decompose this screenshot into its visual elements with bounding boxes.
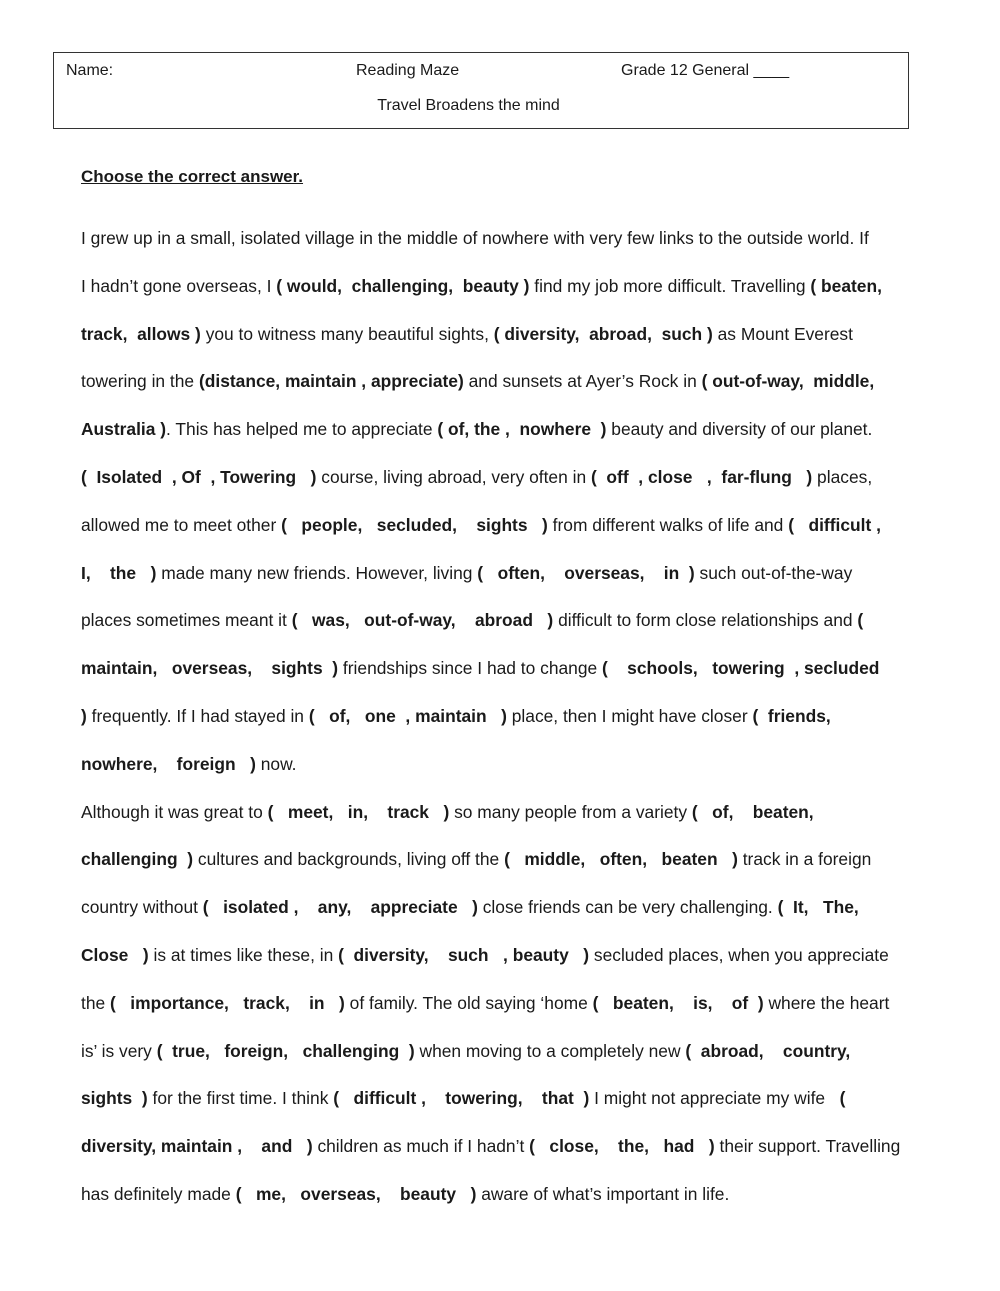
passage-text: from different walks of life and [547,514,789,535]
passage-line [81,801,814,823]
answer-options[interactable]: ( isolated , any, appreciate ) [202,897,478,918]
answer-options[interactable]: diversity, maintain , and ) [81,1136,313,1157]
passage-text: when moving to a completely new [414,1040,686,1061]
answer-options[interactable]: ( close, the, had ) [529,1136,715,1157]
answer-options[interactable]: sights ) [81,1088,148,1109]
answer-options[interactable]: ( true, foreign, challenging ) [156,1040,415,1061]
passage-text: and sunsets at Ayer’s Rock in [463,371,702,392]
passage-text: secluded places, when you appreciate [589,945,889,965]
passage-text: country without [81,897,203,918]
passage-line [81,323,853,345]
answer-options[interactable]: ( middle, often, beaten ) [504,849,738,870]
passage-line [81,848,871,870]
answer-options[interactable]: nowhere, foreign ) [81,753,256,774]
passage-line [81,227,869,249]
passage-line [81,944,889,966]
answer-options[interactable]: ( [839,1088,846,1109]
passage-text: of family. The old saying ‘home [344,992,593,1013]
answer-options[interactable]: challenging ) [81,849,194,870]
passage-line [81,418,872,440]
passage-line [81,1135,900,1157]
passage-line [81,1040,850,1062]
passage-text: children as much if I hadn’t [312,1136,530,1157]
answer-options[interactable]: ( of, the , nowhere ) [437,419,607,440]
passage-text: as Mount Everest [712,323,853,344]
answer-options[interactable]: (distance, maintain , appreciate) [198,371,464,392]
answer-options[interactable]: ( meet, in, track ) [267,801,450,822]
answer-options[interactable]: ( people, secluded, sights ) [281,514,548,535]
answer-options[interactable]: ( of, one , maintain ) [308,706,507,726]
answer-options[interactable]: ( difficult , towering, that ) [333,1088,590,1109]
passage-text: has definitely made [81,1184,236,1204]
passage-text: their support. Travelling [714,1136,901,1157]
passage-text: where the heart [763,992,890,1013]
passage-line [81,705,831,727]
answer-options[interactable]: track, allows ) [81,323,201,344]
passage-text: for the first time. I think [147,1088,334,1109]
answer-options[interactable]: ( would, challenging, beauty ) [276,275,530,296]
passage-line [81,562,852,584]
answer-options[interactable]: ( off , close , far-flung ) [590,467,813,487]
answer-options[interactable]: ) [81,706,87,726]
passage-line [81,609,863,631]
passage-line [81,896,859,918]
passage-line [81,466,872,488]
name-label: Name: [66,62,114,79]
answer-options[interactable]: ( beaten, [810,275,882,296]
worksheet-subtitle: Travel Broadens the mind [377,97,560,114]
passage-text: made many new friends. However, living [156,562,478,583]
answer-options[interactable]: Australia ) [81,419,167,440]
grade-label: Grade 12 General ____ [621,62,790,79]
passage-text: I hadn’t gone overseas, I [81,275,277,296]
passage-text: the [81,992,111,1013]
passage-line [81,1183,729,1205]
answer-options[interactable]: ( Isolated , Of , Towering ) [81,467,317,487]
answer-options[interactable]: ( abroad, country, [685,1040,851,1061]
passage-text: such out-of-the-way [694,562,853,583]
answer-options[interactable]: I, the ) [81,562,157,583]
passage-text: places, [812,467,873,487]
answer-options[interactable]: ( beaten, is, of ) [592,992,764,1013]
answer-options[interactable]: ( of, beaten, [691,801,814,822]
answer-options[interactable]: ( importance, track, in ) [110,992,345,1013]
passage-text: frequently. If I had stayed in [86,706,309,726]
passage-line [81,370,874,392]
passage-text: so many people from a variety [449,801,692,822]
passage-text: place, then I might have closer [506,706,753,726]
passage-text: course, living abroad, very often in [316,467,591,487]
passage-line [81,992,889,1014]
passage-text: difficult to form close relationships and [553,610,858,631]
answer-options[interactable]: ( was, out-of-way, abroad ) [291,610,554,631]
answer-options[interactable]: ( friends, [752,706,831,726]
passage-text: allowed me to meet other [81,514,282,535]
answer-options[interactable]: maintain, overseas, sights ) [81,658,339,679]
passage-line [81,514,881,536]
passage-text: is’ is very [81,1040,157,1061]
answer-options[interactable]: ( out-of-way, middle, [701,371,875,392]
passage-text: I might not appreciate my wife [589,1088,840,1109]
answer-options[interactable]: ( diversity, such , beauty ) [338,945,590,965]
header-box [53,52,909,129]
passage-text: friendships since I had to change [338,658,603,679]
passage-text: towering in the [81,371,199,392]
answer-options[interactable]: ( schools, towering , secluded [602,658,880,679]
answer-options[interactable]: ( diversity, abroad, such ) [493,323,713,344]
passage-line [81,753,297,775]
passage-text: close friends can be very challenging. [477,897,778,918]
passage-line [81,1087,845,1109]
passage-line [81,657,879,679]
passage-text: find my job more difficult. Travelling [529,275,811,296]
passage-text: . This has helped me to appreciate [166,419,438,440]
passage-text: cultures and backgrounds, living off the [193,849,505,870]
answer-options[interactable]: ( me, overseas, beauty ) [235,1184,477,1204]
passage-line [81,275,882,297]
instruction-heading: Choose the correct answer. [81,167,304,186]
answer-options[interactable]: ( difficult , [788,514,881,535]
passage-text: now. [255,753,297,774]
answer-options[interactable]: ( often, overseas, in ) [477,562,695,583]
answer-options[interactable]: Close ) [81,945,149,965]
answer-options[interactable]: ( [857,610,864,631]
passage-text: beauty and diversity of our planet. [606,419,873,440]
passage-text: I grew up in a small, isolated village in the middle of nowhere with very few links to the outside world. If [81,228,869,248]
worksheet-title: Reading Maze [356,62,460,79]
passage-text: track in a foreign [737,849,872,870]
passage-text: you to witness many beautiful sights, [200,323,494,344]
passage-text: aware of what’s important in life. [476,1184,730,1204]
passage-text: is at times like these, in [148,945,339,965]
passage-text: places sometimes meant it [81,610,292,631]
passage-text: Although it was great to [81,801,268,822]
answer-options[interactable]: ( It, The, [777,897,859,918]
